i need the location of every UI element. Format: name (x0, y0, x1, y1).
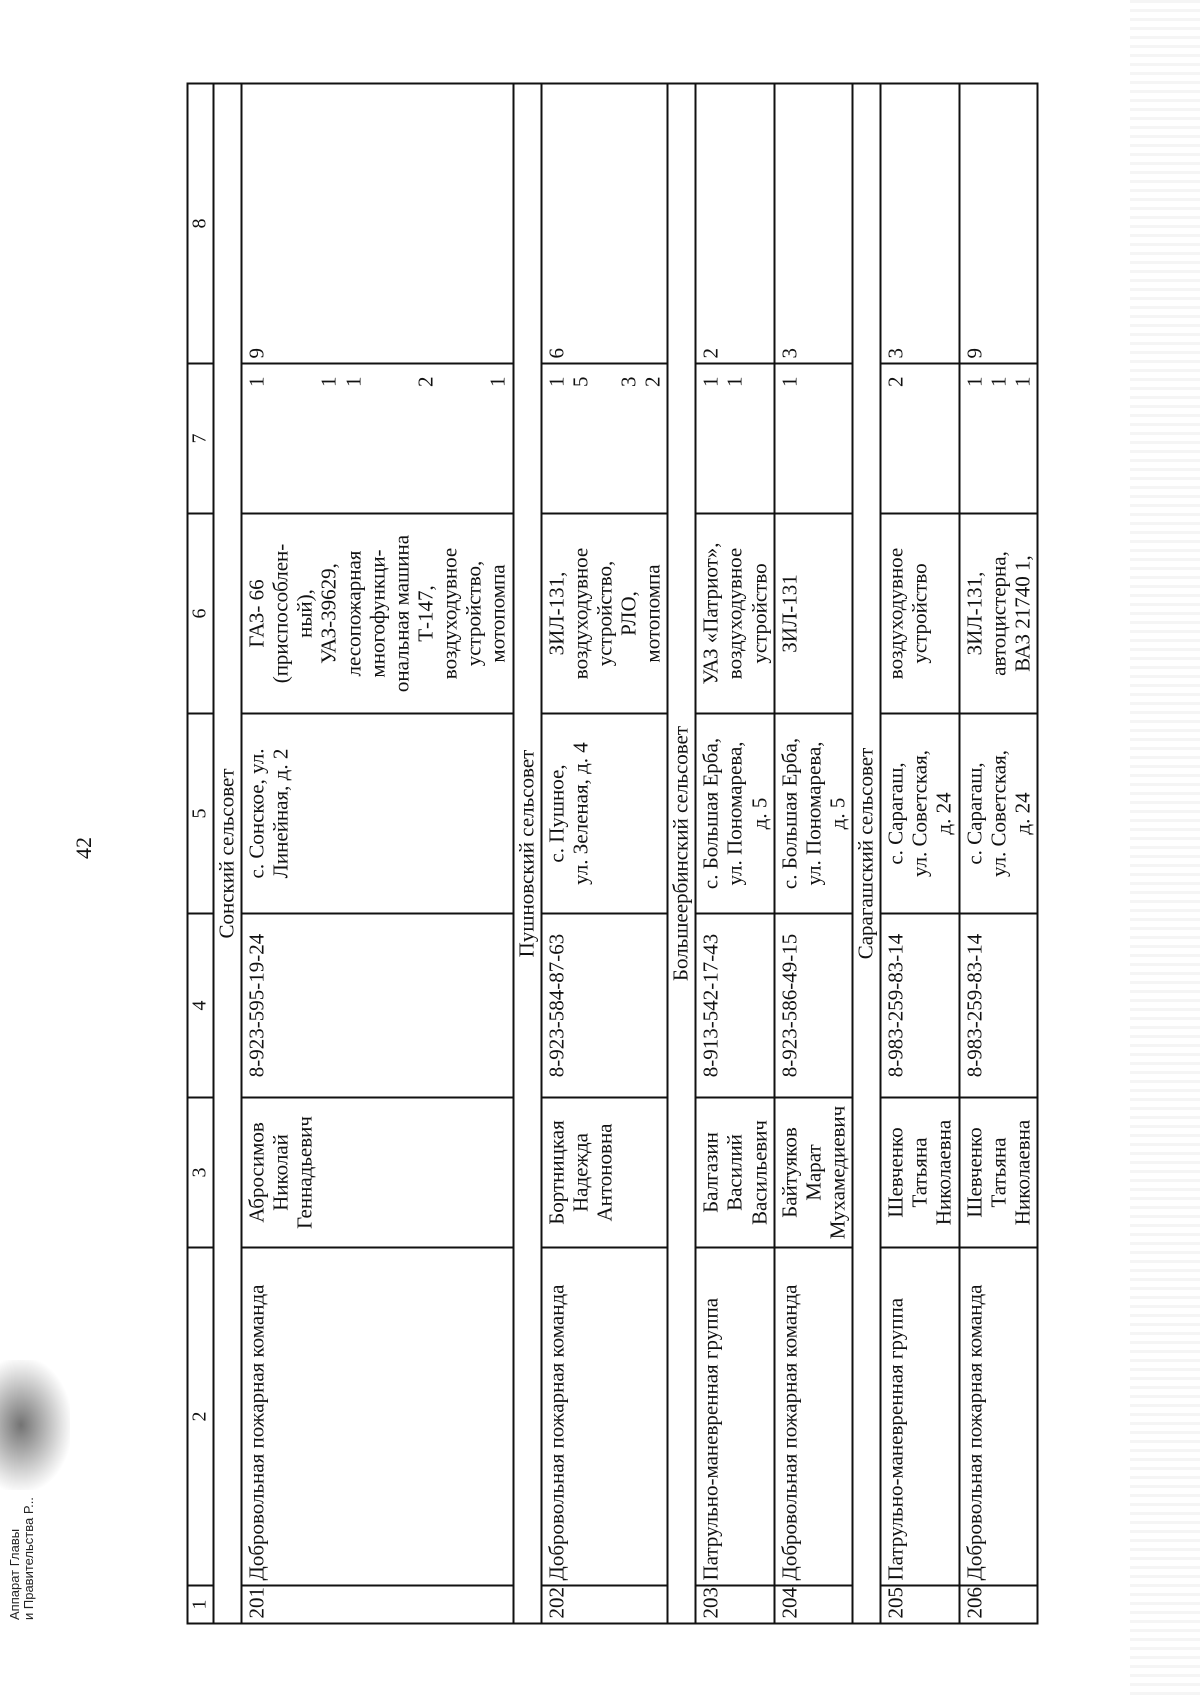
unit-type: Добровольная пожарная команда (959, 1247, 1037, 1585)
equipment-quantity (695, 363, 773, 513)
table-row (880, 83, 958, 1623)
head-name (695, 1097, 773, 1247)
head-name-line: Бортницкая (543, 1119, 568, 1225)
address-line: с. Большая Ерба, (776, 737, 801, 889)
head-name-line: Татьяна (907, 1136, 932, 1208)
equipment-quantity-line: 1 (722, 376, 747, 387)
equipment-quantity-line: 1 (316, 376, 341, 387)
address (959, 713, 1037, 913)
equipment-quantity (774, 363, 852, 513)
footer-stamp (8, 1497, 37, 1620)
section-row (667, 83, 695, 1623)
page-number: 42 (71, 837, 96, 859)
equipment-line: воздуходувное (567, 547, 592, 679)
unit-type: Патрульно-маневренная группа (880, 1247, 958, 1585)
equipment (241, 513, 513, 713)
row-number: 204 (774, 1585, 852, 1623)
equipment-line: устройство, (461, 560, 486, 666)
table-row (959, 83, 1037, 1623)
equipment-line: ВАЗ 21740 1, (1009, 554, 1034, 672)
head-name-line: Антоновна (591, 1122, 616, 1222)
scan-smudge (0, 1360, 70, 1490)
equipment-line: воздуходувное (883, 547, 908, 679)
staff-count: 9 (959, 83, 1037, 363)
equipment-quantity-line (365, 376, 389, 508)
unit-type: Добровольная пожарная команда (541, 1247, 668, 1585)
phone-number: 8-983-259-83-14 (959, 913, 1037, 1097)
section-row (513, 83, 541, 1623)
equipment-quantity-line: 1 (244, 376, 268, 387)
phone-number: 8-923-584-87-63 (541, 913, 668, 1097)
section-row (852, 83, 880, 1623)
address (774, 713, 852, 913)
equipment-quantity-line (437, 376, 461, 508)
equipment-quantity-line (292, 376, 316, 508)
head-name-line: Николаевна (931, 1119, 956, 1225)
row-number: 205 (880, 1585, 958, 1623)
unit-type: Патрульно-маневренная группа (695, 1247, 773, 1585)
section-title: Большеербинский сельсовет (667, 83, 695, 1623)
equipment (959, 513, 1037, 713)
equipment-quantity-line: 3 (615, 376, 640, 387)
equipment-quantity (541, 363, 668, 513)
column-numbers-header (187, 83, 213, 1623)
address-line: д. 24 (931, 791, 956, 835)
head-name (774, 1097, 852, 1247)
row-number: 206 (959, 1585, 1037, 1623)
address-line: д. 5 (824, 797, 849, 829)
staff-count: 3 (880, 83, 958, 363)
equipment-line: устройство, (591, 560, 616, 666)
address (880, 713, 958, 913)
address (541, 713, 668, 913)
equipment-quantity-line (592, 376, 616, 508)
row-number: 202 (541, 1585, 668, 1623)
head-name-line: Абросимов (244, 1121, 268, 1223)
equipment-quantity (241, 363, 513, 513)
address-line: д. 24 (1009, 791, 1034, 835)
equipment-line: мотопомпа (485, 563, 510, 663)
head-name (541, 1097, 668, 1247)
row-number: 201 (241, 1585, 513, 1623)
phone-number: 8-923-595-19-24 (241, 913, 513, 1097)
equipment-quantity-line: 1 (698, 376, 723, 387)
equipment-quantity-line: 5 (567, 376, 592, 387)
unit-type: Добровольная пожарная команда (241, 1247, 513, 1585)
fire-brigades-table (186, 82, 1038, 1624)
equipment-line: ный), (292, 588, 317, 638)
equipment-quantity-line: 1 (961, 376, 986, 387)
equipment-line: воздуходувное (437, 547, 462, 679)
unit-type: Добровольная пожарная команда (774, 1247, 852, 1585)
equipment-line: (приспособлен- (268, 543, 293, 683)
phone-number: 8-923-586-49-15 (774, 913, 852, 1097)
equipment-quantity-line (461, 376, 485, 508)
head-name-line: Васильевич (746, 1119, 771, 1225)
equipment-line: Т-147, (412, 584, 437, 642)
equipment-line: лесопожарная (340, 550, 365, 676)
address-line: ул. Советская, (985, 749, 1010, 877)
head-name (880, 1097, 958, 1247)
address-line: с. Сарагаш, (961, 761, 986, 865)
equipment (541, 513, 668, 713)
equipment-line: воздуходувное (722, 547, 747, 679)
column-number-7: 7 (187, 363, 213, 513)
equipment-quantity-line: 2 (412, 376, 437, 387)
address-line: с. Сонское, ул. (244, 748, 268, 878)
head-name-line: Николаевна (1009, 1119, 1034, 1225)
footer-line-2: и Правительства Р... (21, 1497, 37, 1620)
equipment-line: многофункци- (364, 548, 389, 678)
footer-line-1: Аппарат Главы (7, 1528, 22, 1620)
section-title: Сарагашский сельсовет (852, 83, 880, 1623)
equipment-quantity-line: 2 (640, 376, 665, 387)
head-name-line: Татьяна (985, 1136, 1010, 1208)
equipment-quantity-line (389, 376, 413, 508)
head-name-line: Шевченко (961, 1126, 986, 1218)
equipment-line: ЗИЛ-131 (776, 573, 801, 653)
table-row (241, 83, 513, 1623)
head-name-line: Николай (268, 1133, 293, 1211)
equipment-quantity (959, 363, 1037, 513)
address-line: ул. Советская, (907, 749, 932, 877)
address-line: ул. Пономарева, (800, 740, 825, 886)
equipment-quantity-line: 2 (883, 376, 908, 387)
equipment-quantity-line: 1 (1009, 376, 1034, 387)
equipment-line: УАЗ-39629, (316, 562, 341, 664)
head-name-line: Мухамедиевич (824, 1105, 849, 1239)
equipment (774, 513, 852, 713)
equipment-line: мотопомпа (640, 563, 665, 663)
equipment-line: автоцистерна, (985, 550, 1010, 676)
equipment (695, 513, 773, 713)
phone-number: 8-983-259-83-14 (880, 913, 958, 1097)
head-name-line: Шевченко (883, 1126, 908, 1218)
head-name-line: Надежда (567, 1132, 592, 1212)
equipment-quantity (880, 363, 958, 513)
address-line: Линейная, д. 2 (268, 748, 293, 878)
equipment-quantity-line: 1 (340, 376, 365, 387)
head-name-line: Байтуяков (776, 1126, 801, 1218)
equipment (880, 513, 958, 713)
equipment-quantity-line: 1 (985, 376, 1010, 387)
equipment-quantity-line: 1 (485, 376, 510, 387)
staff-count: 3 (774, 83, 852, 363)
equipment-line: устройство (907, 562, 932, 664)
equipment-line: РЛО, (615, 590, 640, 636)
staff-count: 6 (541, 83, 668, 363)
scan-noise (1130, 0, 1200, 1698)
head-name-line: Балгазин (698, 1131, 723, 1213)
head-name-line: Марат (800, 1143, 825, 1201)
equipment-line: устройство (746, 562, 771, 664)
staff-count: 9 (241, 83, 513, 363)
column-number-6: 6 (187, 513, 213, 713)
equipment-line: ГАЗ- 66 (244, 578, 268, 648)
address-line: ул. Зеленая, д. 4 (567, 741, 592, 885)
head-name-line: Геннадьевич (292, 1115, 317, 1229)
equipment-quantity-line (268, 376, 292, 508)
address-line: д. 5 (746, 797, 771, 829)
equipment-line: ональная машина (388, 534, 413, 692)
table-row (541, 83, 668, 1623)
column-number-4: 4 (187, 913, 213, 1097)
document-table-container (186, 84, 1115, 1624)
equipment-line: ЗИЛ-131, (961, 571, 986, 655)
equipment-line: ЗИЛ-131, (543, 571, 568, 655)
column-number-1: 1 (187, 1585, 213, 1623)
address (241, 713, 513, 913)
address (695, 713, 773, 913)
address-line: с. Пушное, (543, 763, 568, 863)
staff-count: 2 (695, 83, 773, 363)
head-name (959, 1097, 1037, 1247)
section-title: Пушновский сельсовет (513, 83, 541, 1623)
section-title: Сонский сельсовет (213, 83, 241, 1623)
column-number-3: 3 (187, 1097, 213, 1247)
row-number: 203 (695, 1585, 773, 1623)
equipment-quantity-line: 1 (543, 376, 568, 387)
address-line: ул. Пономарева, (722, 740, 747, 886)
equipment-quantity-line: 1 (776, 376, 801, 387)
address-line: с. Большая Ерба, (698, 737, 723, 889)
column-number-5: 5 (187, 713, 213, 913)
column-number-2: 2 (187, 1247, 213, 1585)
head-name (241, 1097, 513, 1247)
head-name-line: Василий (722, 1133, 747, 1211)
section-row (213, 83, 241, 1623)
phone-number: 8-913-542-17-43 (695, 913, 773, 1097)
table-row (774, 83, 852, 1623)
table-row (695, 83, 773, 1623)
address-line: с. Сарагаш, (883, 761, 908, 865)
equipment-line: УАЗ «Патриот», (698, 541, 723, 685)
column-number-8: 8 (187, 83, 213, 363)
